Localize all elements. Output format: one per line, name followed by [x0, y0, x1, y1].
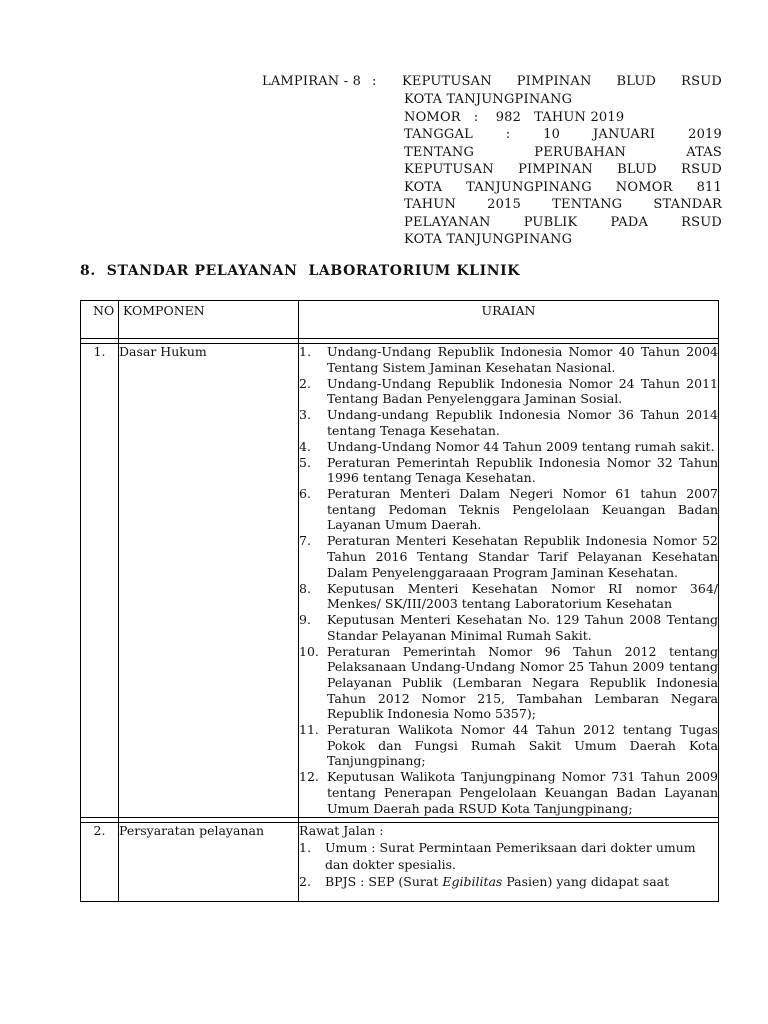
item-text: Peraturan Menteri Kesehatan Republik Indonesia Nomor 52 Tahun 2016 Tentang Standar Tarif Pelayanan Kesehatan Dalam Penyelenggaraaan Program Jaminan Kesehatan. — [327, 533, 718, 580]
header-komponen-label: KOMPONEN — [123, 303, 205, 318]
list-item — [299, 455, 718, 486]
item-text-post: Pasien) yang didapat saat — [502, 873, 670, 889]
item-number: 1. — [299, 344, 311, 359]
item-text: Umum : Surat Permintaan Pemeriksaan dari dokter umum dan dokter spesialis. — [325, 839, 696, 872]
row-komponen: Persyaratan pelayanan — [119, 822, 299, 901]
header-line: TAHUN 2015 TENTANG STANDAR — [404, 197, 722, 212]
list-item — [299, 344, 718, 375]
item-number: 2. — [299, 375, 311, 391]
item-number: 9. — [299, 612, 311, 628]
row-uraian — [299, 822, 719, 901]
list-item — [299, 533, 718, 580]
item-number: 3. — [299, 407, 311, 423]
list-item — [299, 769, 718, 816]
lampiran-title: KEPUTUSAN PIMPINAN BLUD RSUD — [402, 74, 722, 89]
item-text: Keputusan Menteri Kesehatan No. 129 Tahun 2008 Tentang Standar Pelayanan Minimal Rumah Sakit. — [327, 612, 718, 643]
item-text — [325, 873, 718, 890]
row-number: 1. — [81, 344, 119, 818]
item-number: 11. — [299, 722, 319, 738]
header-uraian-label: URAIAN — [481, 303, 536, 318]
header-line-nomor: NOMOR : 982 TAHUN 2019 — [404, 109, 625, 125]
header-first-line — [262, 72, 722, 91]
item-number: 2. — [299, 873, 311, 889]
section-title: 8. STANDAR PELAYANAN LABORATORIUM KLINIK — [80, 263, 521, 279]
persyaratan-list — [299, 839, 718, 890]
row-komponen: Dasar Hukum — [119, 344, 299, 818]
lampiran-header — [262, 72, 722, 249]
lampiran-colon: : — [372, 74, 377, 89]
header-no — [81, 301, 119, 339]
item-text-em: Egibilitas — [442, 873, 503, 889]
list-item — [299, 644, 718, 722]
table-row — [81, 822, 719, 901]
list-item — [299, 581, 718, 612]
table-row — [81, 344, 719, 818]
row-uraian — [299, 344, 719, 818]
list-item — [299, 407, 718, 438]
header-komponen — [119, 301, 299, 339]
page-cutoff — [0, 973, 768, 1024]
item-text: Peraturan Menteri Dalam Negeri Nomor 61 tahun 2007 tentang Pedoman Teknis Pengelolaan Keuangan Badan Layanan Umum Daerah. — [327, 486, 718, 533]
header-line: KOTA TANJUNGPINANG NOMOR 811 — [404, 179, 722, 195]
list-item — [299, 873, 718, 890]
item-text: Undang-Undang Republik Indonesia Nomor 40 Tahun 2004 Tentang Sistem Jaminan Kesehatan Nasional. — [327, 344, 718, 375]
header-uraian — [299, 301, 719, 339]
table-header-row — [81, 301, 719, 339]
header-line: KOTA TANJUNGPINANG — [404, 92, 573, 107]
item-number: 1. — [299, 839, 311, 855]
list-item — [299, 722, 718, 769]
item-number: 7. — [299, 533, 311, 549]
item-number: 4. — [299, 438, 311, 454]
row-number: 2. — [81, 822, 119, 901]
header-line: PELAYANAN PUBLIK PADA RSUD — [404, 214, 722, 230]
standar-pelayanan-table — [80, 300, 719, 902]
list-item — [299, 486, 718, 533]
header-line: KOTA TANJUNGPINANG — [404, 232, 573, 247]
item-text: Peraturan Pemerintah Republik Indonesia Nomor 32 Tahun 1996 tentang Tenaga Kesehatan. — [327, 454, 718, 486]
header-line-tanggal: TANGGAL : 10 JANUARI 2019 — [404, 127, 722, 142]
dasar-hukum-list — [299, 344, 718, 816]
item-text: Peraturan Pemerintah Nomor 96 Tahun 2012 tentang Pelaksanaan Undang-Undang Nomor 25 Tahun 2009 tentang Pelayanan Publik (Lembaran Negara Republik Indonesia Tahun 2012 Nomor 215, Tambahan Lembaran Negara Republik Indonesia Nomo 5357); — [327, 643, 718, 722]
item-number: 5. — [299, 454, 311, 470]
list-item — [299, 376, 718, 407]
item-text: Keputusan Walikota Tanjungpinang Nomor 731 Tahun 2009 tentang Penerapan Pengelolaan Keuangan Badan Layanan Umum Daerah pada RSUD Kota Tanjungpinang; — [327, 769, 718, 816]
list-item — [299, 839, 718, 873]
list-item — [299, 439, 718, 455]
item-text-pre: BPJS : SEP (Surat — [325, 873, 443, 889]
item-text: Undang-Undang Republik Indonesia Nomor 24 Tahun 2011 Tentang Badan Penyelenggara Jaminan Sosial. — [327, 375, 718, 407]
rawat-jalan-title: Rawat Jalan : — [299, 822, 384, 838]
lampiran-label: LAMPIRAN - 8 — [262, 74, 362, 89]
item-text: Undang-Undang Nomor 44 Tahun 2009 tentang rumah sakit. — [327, 438, 715, 454]
item-text: Keputusan Menteri Kesehatan Nomor RI nomor 364/ Menkes/ SK/III/2003 tentang Laboratorium Kesehatan — [327, 580, 718, 612]
item-number: 10. — [299, 643, 319, 659]
header-no-label: NO — [93, 303, 115, 318]
list-item — [299, 612, 718, 643]
header-line: KEPUTUSAN PIMPINAN BLUD RSUD — [404, 162, 722, 177]
item-number: 12. — [299, 769, 319, 785]
item-text: Peraturan Walikota Nomor 44 Tahun 2012 tentang Tugas Pokok dan Fungsi Rumah Sakit Umum Daerah Kota Tanjungpinang; — [327, 722, 718, 769]
header-line: TENTANG PERUBAHAN ATAS — [404, 144, 722, 160]
header-block — [404, 91, 722, 249]
item-text: Undang-undang Republik Indonesia Nomor 36 Tahun 2014 tentang Tenaga Kesehatan. — [327, 407, 718, 438]
item-number: 6. — [299, 486, 311, 502]
item-number: 8. — [299, 580, 311, 596]
